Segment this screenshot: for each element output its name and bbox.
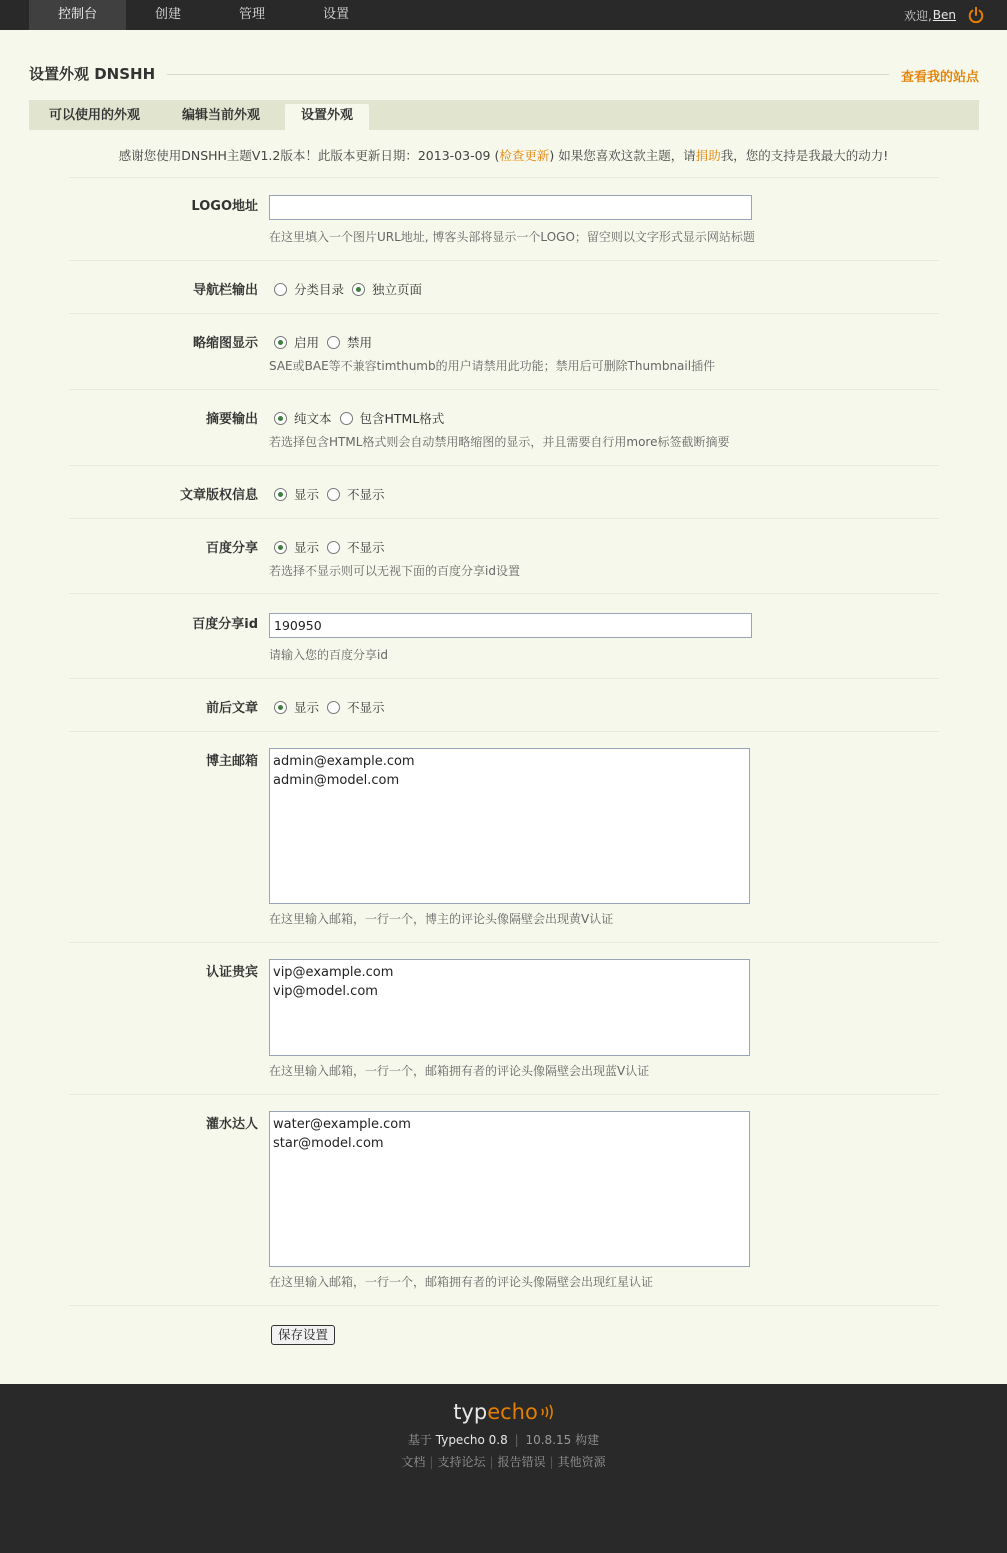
check-update-link[interactable]: 检查更新 (499, 148, 550, 163)
baidu-share-option-hide[interactable] (327, 538, 385, 556)
radio-button-selected[interactable] (274, 701, 287, 714)
radio-button[interactable] (274, 283, 287, 296)
blogger-email-description: 在这里输入邮箱，一行一个，博主的评论头像隔壁会出现黄V认证 (269, 912, 614, 926)
page-title: 设置外观 DNSHH (29, 64, 167, 84)
thumbnail-label: 略缩图显示 (192, 336, 258, 351)
logout-power-icon[interactable] (967, 6, 985, 24)
excerpt-description: 若选择包含HTML格式则会自动禁用略缩图的显示，并且需要自行用more标签截断摘要 (269, 435, 730, 449)
option-label: 显示 (294, 700, 320, 715)
radio-button-selected[interactable] (274, 488, 287, 501)
tab-theme-settings[interactable]: 设置外观 (285, 104, 369, 130)
prev-next-option-show[interactable] (274, 698, 319, 716)
thumbnail-description: SAE或BAE等不兼容timthumb的用户请禁用此功能；禁用后可删除Thumbnail插件 (269, 359, 716, 373)
thumbnail-option-disable[interactable] (327, 333, 372, 351)
radio-button-selected[interactable] (274, 336, 287, 349)
notice-text-1: 感谢您使用DNSHH主题V1.2版本！此版本更新日期：2013-03-09 ( (118, 148, 500, 163)
nav-output-options (274, 280, 430, 298)
row-divider (69, 518, 939, 519)
nav-create[interactable]: 创建 (155, 7, 182, 22)
baidu-share-label: 百度分享 (205, 541, 258, 556)
theme-tabs (29, 100, 979, 130)
main-nav (29, 0, 378, 30)
baidu-share-options (274, 538, 393, 556)
vip-textarea[interactable]: vip@example.com vip@model.com (269, 959, 750, 1056)
radio-button[interactable] (327, 701, 340, 714)
radio-button[interactable] (327, 336, 340, 349)
vip-description: 在这里输入邮箱，一行一个，邮箱拥有者的评论头像隔壁会出现蓝V认证 (269, 1064, 650, 1078)
welcome-text: 欢迎, (903, 8, 932, 23)
option-label: 包含HTML格式 (359, 411, 445, 426)
radio-button[interactable] (340, 412, 353, 425)
tab-available-themes[interactable]: 可以使用的外观 (49, 108, 141, 123)
logo-url-input[interactable] (269, 195, 752, 220)
baidu-share-id-label: 百度分享id (192, 617, 258, 632)
row-divider (69, 389, 939, 390)
notice-text-2: ) 如果您喜欢这款主题，请 (549, 148, 696, 163)
logo-text-typ: typ (453, 1400, 488, 1424)
water-star-textarea[interactable]: water@example.com star@model.com (269, 1111, 750, 1267)
logo-url-label: LOGO地址 (191, 199, 258, 214)
option-label: 不显示 (347, 700, 385, 715)
option-label: 纯文本 (294, 411, 332, 426)
thumbnail-option-enable[interactable] (274, 333, 319, 351)
footer-links: 文档 | 支持论坛 | 报告错误 | 其他资源 (401, 1455, 606, 1469)
option-label: 显示 (294, 540, 320, 555)
signal-waves-icon (540, 1403, 554, 1421)
copyright-label: 文章版权信息 (179, 488, 258, 503)
row-divider (69, 678, 939, 679)
option-label: 不显示 (347, 487, 385, 502)
nav-dashboard[interactable]: 控制台 (29, 0, 126, 30)
row-divider (69, 1094, 939, 1095)
nav-output-option-pages[interactable] (352, 280, 422, 298)
row-divider (69, 313, 939, 314)
option-label: 分类目录 (294, 282, 345, 297)
logo-text-echo: echo (487, 1400, 538, 1424)
prev-next-options (274, 698, 393, 716)
typecho-logo[interactable] (0, 1400, 1007, 1424)
footer-link-resources[interactable]: 其他资源 (557, 1455, 606, 1469)
baidu-share-description: 若选择不显示则可以无视下面的百度分享id设置 (269, 564, 520, 578)
water-star-description: 在这里输入邮箱，一行一个，邮箱拥有者的评论头像隔壁会出现红星认证 (269, 1275, 654, 1289)
top-nav-bar (0, 0, 1007, 30)
notice-text-3: 我，您的支持是我最大的动力! (720, 148, 889, 163)
footer-link-docs[interactable]: 文档 (401, 1455, 426, 1469)
radio-button-selected[interactable] (274, 541, 287, 554)
nav-settings[interactable]: 设置 (323, 7, 350, 22)
option-label: 禁用 (347, 335, 373, 350)
page-heading (29, 64, 979, 86)
copyright-options (274, 485, 393, 503)
option-label: 独立页面 (372, 282, 423, 297)
baidu-share-id-description: 请输入您的百度分享id (269, 648, 388, 662)
radio-button[interactable] (327, 541, 340, 554)
blogger-email-textarea[interactable]: admin@example.com admin@model.com (269, 748, 750, 904)
nav-manage[interactable]: 管理 (239, 7, 266, 22)
logo-url-description: 在这里填入一个图片URL地址, 博客头部将显示一个LOGO；留空则以文字形式显示网站标题 (269, 230, 755, 244)
view-site-link[interactable]: 查看我的站点 (889, 66, 979, 85)
theme-notice (0, 146, 1007, 164)
typecho-version[interactable]: Typecho 0.8 (435, 1433, 508, 1447)
tab-edit-current-theme[interactable]: 编辑当前外观 (182, 108, 261, 123)
radio-button[interactable] (327, 488, 340, 501)
baidu-share-option-show[interactable] (274, 538, 319, 556)
blogger-email-label: 博主邮箱 (205, 754, 258, 769)
row-divider (69, 1305, 939, 1306)
row-divider (69, 593, 939, 594)
excerpt-option-html[interactable] (340, 409, 445, 427)
build-text: 10.8.15 构建 (525, 1433, 600, 1447)
radio-button-selected[interactable] (352, 283, 365, 296)
user-area (904, 0, 985, 30)
nav-output-option-categories[interactable] (274, 280, 344, 298)
footer-link-report-bug[interactable]: 报告错误 (497, 1455, 546, 1469)
prev-next-label: 前后文章 (205, 701, 258, 716)
row-divider (69, 942, 939, 943)
copyright-option-hide[interactable] (327, 485, 385, 503)
version-info: 基于 Typecho 0.8 | 10.8.15 构建 (407, 1433, 600, 1447)
water-star-label: 灌水达人 (205, 1117, 258, 1132)
user-link[interactable]: Ben (932, 8, 956, 22)
copyright-option-show[interactable] (274, 485, 319, 503)
row-divider (69, 260, 939, 261)
save-settings-button[interactable]: 保存设置 (271, 1325, 335, 1345)
prev-next-option-hide[interactable] (327, 698, 385, 716)
option-label: 不显示 (347, 540, 385, 555)
donate-link[interactable]: 捐助 (695, 148, 721, 163)
based-on-text: 基于 (407, 1433, 432, 1447)
option-label: 显示 (294, 487, 320, 502)
excerpt-label: 摘要输出 (205, 412, 258, 427)
baidu-share-id-input[interactable] (269, 613, 752, 638)
option-label: 启用 (294, 335, 320, 350)
vip-label: 认证贵宾 (205, 965, 258, 980)
footer-link-forum[interactable]: 支持论坛 (437, 1455, 486, 1469)
row-divider (69, 731, 939, 732)
thumbnail-options (274, 333, 380, 351)
row-divider (69, 177, 939, 178)
footer (0, 1384, 1007, 1553)
heading-divider (29, 74, 979, 75)
excerpt-options (274, 409, 452, 427)
radio-button-selected[interactable] (274, 412, 287, 425)
row-divider (69, 465, 939, 466)
excerpt-option-plain[interactable] (274, 409, 332, 427)
nav-output-label: 导航栏输出 (192, 283, 258, 298)
